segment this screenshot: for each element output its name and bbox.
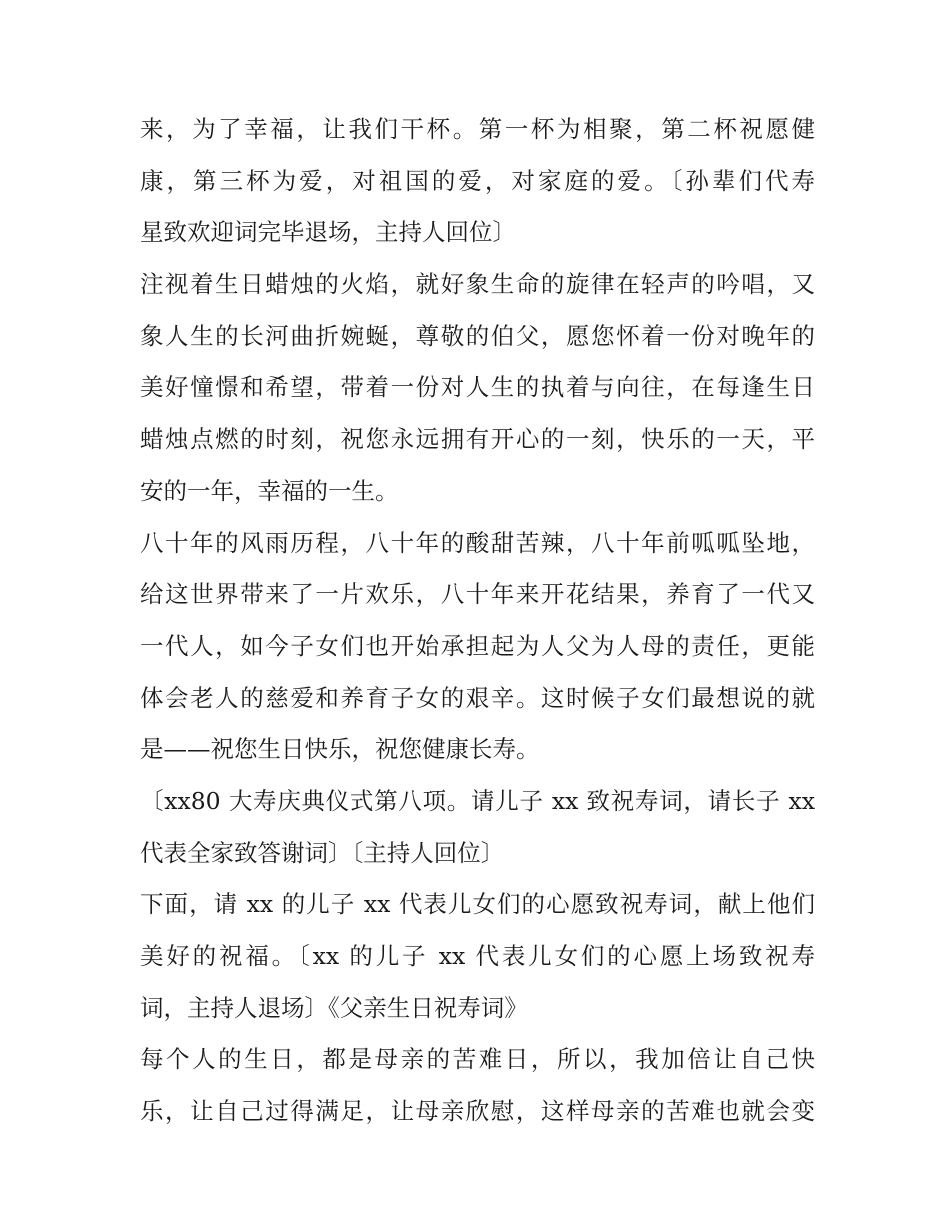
text-line: 代表全家致答谢词〕〔主持人回位〕 (140, 838, 505, 867)
text-line: 是——祝您生日快乐，祝您健康长寿。 (140, 735, 540, 764)
document-body (140, 104, 815, 1138)
text-line: 八十年的风雨历程，八十年的酸甜苦辣，八十年前呱呱坠地， (140, 528, 815, 557)
text-line: 词，主持人退场〕《父亲生日祝寿词》 (140, 993, 528, 1022)
text-line: 乐，让自己过得满足，让母亲欣慰，这样母亲的苦难也就会变 (140, 1097, 815, 1126)
text-line: 〔xx80 大寿庆典仪式第八项。请儿子 xx 致祝寿词，请长子 xx (140, 786, 815, 815)
text-line: 蜡烛点燃的时刻，祝您永远拥有开心的一刻，快乐的一天，平 (140, 425, 815, 454)
text-line: 来，为了幸福，让我们干杯。第一杯为相聚，第二杯祝愿健 (140, 115, 815, 143)
text-line: 每个人的生日，都是母亲的苦难日，所以，我加倍让自己快 (140, 1045, 815, 1074)
text-line: 注视着生日蜡烛的火焰，就好象生命的旋律在轻声的吟唱，又 (140, 270, 815, 299)
text-line: 美好憧憬和希望，带着一份对人生的执着与向往，在每逢生日 (140, 373, 815, 402)
text-line: 安的一年，幸福的一生。 (140, 476, 399, 505)
text-line: 体会老人的慈爱和养育子女的艰辛。这时候子女们最想说的就 (140, 683, 815, 712)
text-line: 星致欢迎词完毕退场，主持人回位〕 (140, 218, 516, 247)
text-line: 一代人，如今子女们也开始承担起为人父为人母的责任，更能 (140, 631, 815, 660)
text-line: 美好的祝福。〔xx 的儿子 xx 代表儿女们的心愿上场致祝寿 (140, 942, 815, 970)
text-line: 下面，请 xx 的儿子 xx 代表儿女们的心愿致祝寿词，献上他们 (140, 890, 815, 919)
text-line: 康，第三杯为爱，对祖国的爱，对家庭的爱。〔孙辈们代寿 (140, 166, 815, 195)
text-line: 给这世界带来了一片欢乐，八十年来开花结果，养育了一代又 (140, 580, 815, 609)
text-line: 象人生的长河曲折婉蜒，尊敬的伯父，愿您怀着一份对晚年的 (140, 321, 815, 350)
